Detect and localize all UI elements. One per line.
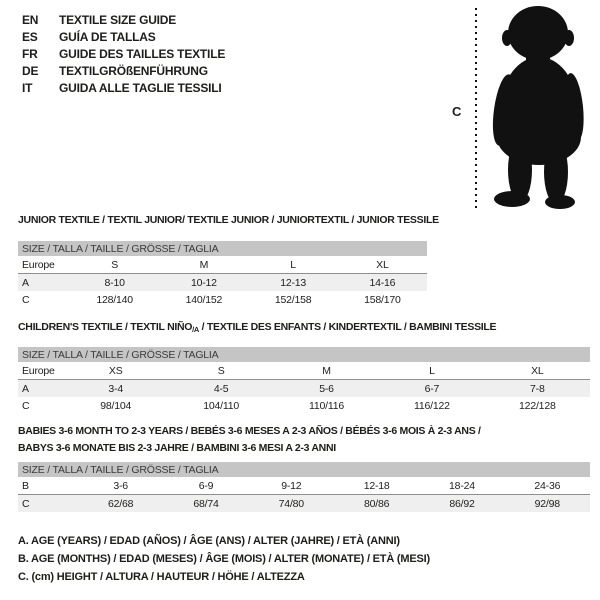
row-label: A <box>22 276 29 289</box>
row-label: Europe <box>22 258 55 271</box>
table-cell: XS <box>108 364 123 377</box>
row-label: C <box>22 293 30 306</box>
junior-section <box>18 214 439 308</box>
table-cell: L <box>290 258 296 271</box>
babies-height-row <box>18 495 590 512</box>
table-cell: 18-24 <box>449 479 475 492</box>
table-cell: 3-4 <box>108 382 123 395</box>
table-cell: 14-16 <box>369 276 396 289</box>
language-title: TEXTILGRÖßENFÜHRUNG <box>59 63 208 78</box>
row-label: C <box>22 497 30 510</box>
children-section-heading <box>18 321 590 336</box>
table-cell: 12-18 <box>363 479 390 492</box>
note-age-months: B. AGE (MONTHS) / EDAD (MESES) / ÂGE (MOIS) / ALTER (MONATE) / ETÀ (MESI) <box>18 553 430 565</box>
language-title: GUÍA DE TALLAS <box>59 29 156 44</box>
language-title: TEXTILE SIZE GUIDE <box>59 12 177 27</box>
table-cell: 9-12 <box>281 479 302 492</box>
table-cell: 10-12 <box>190 276 217 289</box>
table-cell: 140/152 <box>185 293 223 306</box>
row-label: A <box>22 382 29 395</box>
table-cell: 122/128 <box>519 399 556 412</box>
table-cell: XL <box>376 258 389 271</box>
table-cell: 86/92 <box>449 497 475 510</box>
table-cell: 128/140 <box>96 293 133 306</box>
table-cell: 116/122 <box>414 399 450 412</box>
language-code: DE <box>22 63 39 78</box>
table-cell: 24-36 <box>534 479 561 492</box>
table-cell: L <box>429 364 435 377</box>
table-cell: 80/86 <box>364 497 390 510</box>
language-row-fr <box>22 45 225 62</box>
table-cell: S <box>111 258 119 271</box>
language-row-it <box>22 79 225 96</box>
language-code: IT <box>22 80 33 95</box>
table-cell: 74/80 <box>278 497 304 510</box>
table-cell: 92/98 <box>534 497 560 510</box>
row-label: C <box>22 399 30 412</box>
table-cell: 152/158 <box>274 293 312 306</box>
junior-europe-row <box>18 256 427 274</box>
row-label: B <box>22 479 29 492</box>
height-measure-label: C <box>452 104 462 119</box>
table-cell: 6-7 <box>424 382 440 395</box>
table-cell: 62/68 <box>108 497 134 510</box>
table-cell: M <box>322 364 331 377</box>
children-europe-row <box>18 362 590 380</box>
language-code: EN <box>22 12 39 27</box>
table-cell: 68/74 <box>193 497 219 510</box>
table-cell: 110/116 <box>309 399 345 412</box>
babies-months-row <box>18 477 590 495</box>
heading-line-1: BABIES 3-6 MONTH TO 2-3 YEARS / BEBÉS 3-6 MESES A 2-3 AÑOS / BÉBÉS 3-6 MOIS À 2-3 ANS / <box>18 425 481 437</box>
size-header-bar: SIZE / TALLA / TAILLE / GRÖSSE / TAGLIA <box>18 462 590 477</box>
language-title: GUIDA ALLE TAGLIE TESSILI <box>59 80 222 95</box>
table-cell: 158/170 <box>364 293 401 306</box>
heading-text: / TEXTILE DES ENFANTS / KINDERTEXTIL / BAMBINI TESSILE <box>199 321 497 333</box>
junior-age-row <box>18 274 427 291</box>
table-cell: 7-8 <box>530 382 545 395</box>
language-row-en <box>22 11 225 28</box>
babies-section <box>18 423 590 512</box>
heading-line-2: BABYS 3-6 MONATE BIS 2-3 JAHRE / BAMBINI 3-6 MESI A 2-3 ANNI <box>18 442 336 454</box>
note-height-cm: C. (cm) HEIGHT / ALTURA / HAUTEUR / HÖHE / ALTEZZA <box>18 571 305 583</box>
children-height-row <box>18 397 590 414</box>
legend-notes <box>18 532 430 586</box>
language-code: ES <box>22 29 38 44</box>
table-cell: 4-5 <box>213 382 229 395</box>
table-cell: 6-9 <box>198 479 214 492</box>
language-code: FR <box>22 46 38 61</box>
table-cell: 104/110 <box>203 399 239 412</box>
heading-subscript: /A <box>192 325 200 334</box>
junior-size-table <box>18 241 427 308</box>
language-row-de <box>22 62 225 79</box>
table-cell: 12-13 <box>280 276 307 289</box>
language-title: GUIDE DES TAILLES TEXTILE <box>59 46 226 61</box>
table-cell: S <box>217 364 225 377</box>
baby-silhouette-icon <box>486 5 594 210</box>
children-section <box>18 321 590 414</box>
row-label: Europe <box>22 364 55 377</box>
children-size-table <box>18 347 590 414</box>
babies-section-heading <box>18 423 590 457</box>
table-cell: XL <box>531 364 544 377</box>
junior-section-heading: JUNIOR TEXTILE / TEXTIL JUNIOR/ TEXTILE JUNIOR / JUNIORTEXTIL / JUNIOR TESSILE <box>18 214 439 226</box>
table-cell: 3-6 <box>113 479 128 492</box>
size-header-bar: SIZE / TALLA / TAILLE / GRÖSSE / TAGLIA <box>18 241 427 256</box>
heading-text: CHILDREN'S TEXTILE / TEXTIL NIÑO <box>18 321 193 333</box>
babies-size-table <box>18 462 590 512</box>
size-header-bar: SIZE / TALLA / TAILLE / GRÖSSE / TAGLIA <box>18 347 590 362</box>
junior-height-row <box>18 291 427 308</box>
language-row-es <box>22 28 225 45</box>
language-title-list <box>22 11 225 96</box>
children-age-row <box>18 380 590 397</box>
note-age-years: A. AGE (YEARS) / EDAD (AÑOS) / ÂGE (ANS) / ALTER (JAHRE) / ETÀ (ANNI) <box>18 535 400 547</box>
table-cell: 98/104 <box>100 399 132 412</box>
table-cell: 8-10 <box>104 276 125 289</box>
height-dotted-line <box>475 8 477 208</box>
table-cell: M <box>199 258 209 271</box>
table-cell: 5-6 <box>319 382 334 395</box>
